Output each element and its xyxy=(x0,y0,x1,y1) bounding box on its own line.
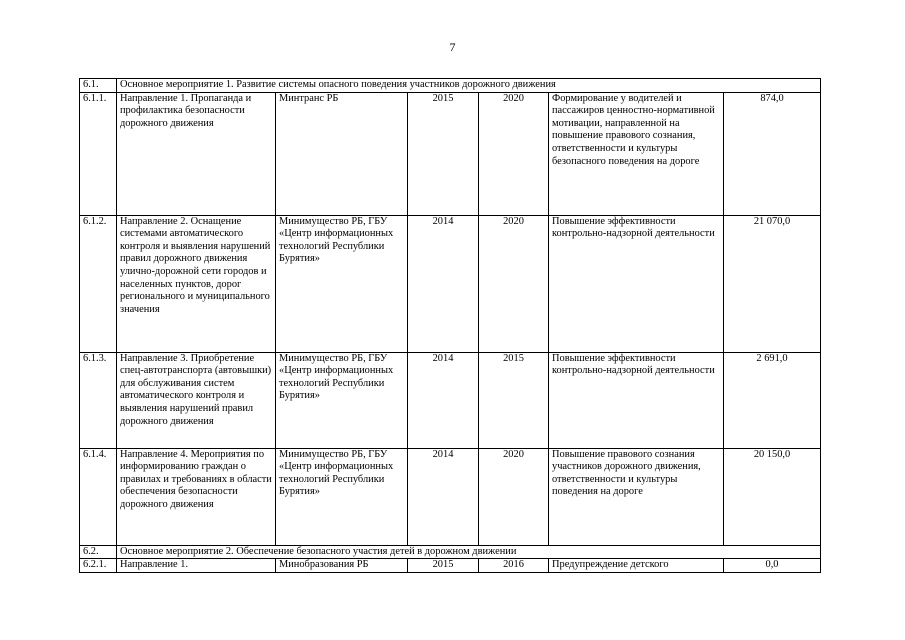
end-year-cell: 2015 xyxy=(479,352,549,448)
row-number: 6.1.4. xyxy=(80,448,117,545)
section-title: Основное мероприятие 2. Обеспечение безопасного участия детей в дорожном движении xyxy=(117,545,821,559)
start-year-cell: 2014 xyxy=(408,352,479,448)
start-year-cell: 2015 xyxy=(408,92,479,215)
result-cell: Формирование у водителей и пассажиров ценностно-нормативной мотивации, направленной на повышение правового сознания, ответственности и культуры безопасного поведения на дороге xyxy=(549,92,724,215)
measures-table xyxy=(79,78,821,573)
direction-cell: Направление 4. Мероприятия по информированию граждан о правилах и требованиях в области обеспечения безопасности дорожного движения xyxy=(117,448,276,545)
result-cell: Повышение правового сознания участников дорожного движения, ответственности и культуры поведения на дороге xyxy=(549,448,724,545)
section-title: Основное мероприятие 1. Развитие системы опасного поведения участников дорожного движения xyxy=(117,79,821,93)
amount-cell: 874,0 xyxy=(724,92,821,215)
executor-cell: Минимущество РБ, ГБУ «Центр информационных технологий Республики Бурятия» xyxy=(276,215,408,352)
table-row xyxy=(80,92,821,215)
section-row-6-1 xyxy=(80,79,821,93)
section-number: 6.2. xyxy=(80,545,117,559)
row-number: 6.2.1. xyxy=(80,559,117,573)
table-row xyxy=(80,352,821,448)
executor-cell: Минобразования РБ xyxy=(276,559,408,573)
section-number: 6.1. xyxy=(80,79,117,93)
result-cell: Повышение эффективности контрольно-надзорной деятельности xyxy=(549,352,724,448)
direction-cell: Направление 1. Пропаганда и профилактика безопасности дорожного движения xyxy=(117,92,276,215)
page-number: 7 xyxy=(449,40,456,54)
row-number: 6.1.3. xyxy=(80,352,117,448)
executor-cell: Минтранс РБ xyxy=(276,92,408,215)
end-year-cell: 2020 xyxy=(479,448,549,545)
executor-cell: Минимущество РБ, ГБУ «Центр информационных технологий Республики Бурятия» xyxy=(276,352,408,448)
start-year-cell: 2015 xyxy=(408,559,479,573)
amount-cell: 0,0 xyxy=(724,559,821,573)
table-row xyxy=(80,448,821,545)
direction-cell: Направление 2. Оснащение системами автоматического контроля и выявления нарушений правил дорожного движения улично-дорожной сети городов и населенных пунктов, дорог регионального и муниципального значения xyxy=(117,215,276,352)
amount-cell: 21 070,0 xyxy=(724,215,821,352)
start-year-cell: 2014 xyxy=(408,215,479,352)
end-year-cell: 2016 xyxy=(479,559,549,573)
row-number: 6.1.1. xyxy=(80,92,117,215)
section-row-6-2 xyxy=(80,545,821,559)
result-cell: Повышение эффективности контрольно-надзорной деятельности xyxy=(549,215,724,352)
amount-cell: 2 691,0 xyxy=(724,352,821,448)
amount-cell: 20 150,0 xyxy=(724,448,821,545)
table-row xyxy=(80,215,821,352)
start-year-cell: 2014 xyxy=(408,448,479,545)
table-row xyxy=(80,559,821,573)
direction-cell: Направление 1. xyxy=(117,559,276,573)
result-cell: Предупреждение детского xyxy=(549,559,724,573)
executor-cell: Минимущество РБ, ГБУ «Центр информационных технологий Республики Бурятия» xyxy=(276,448,408,545)
direction-cell: Направление 3. Приобретение спец-автотранспорта (автовышки) для обслуживания систем автоматического контроля и выявления нарушений правил дорожного движения xyxy=(117,352,276,448)
row-number: 6.1.2. xyxy=(80,215,117,352)
end-year-cell: 2020 xyxy=(479,92,549,215)
end-year-cell: 2020 xyxy=(479,215,549,352)
